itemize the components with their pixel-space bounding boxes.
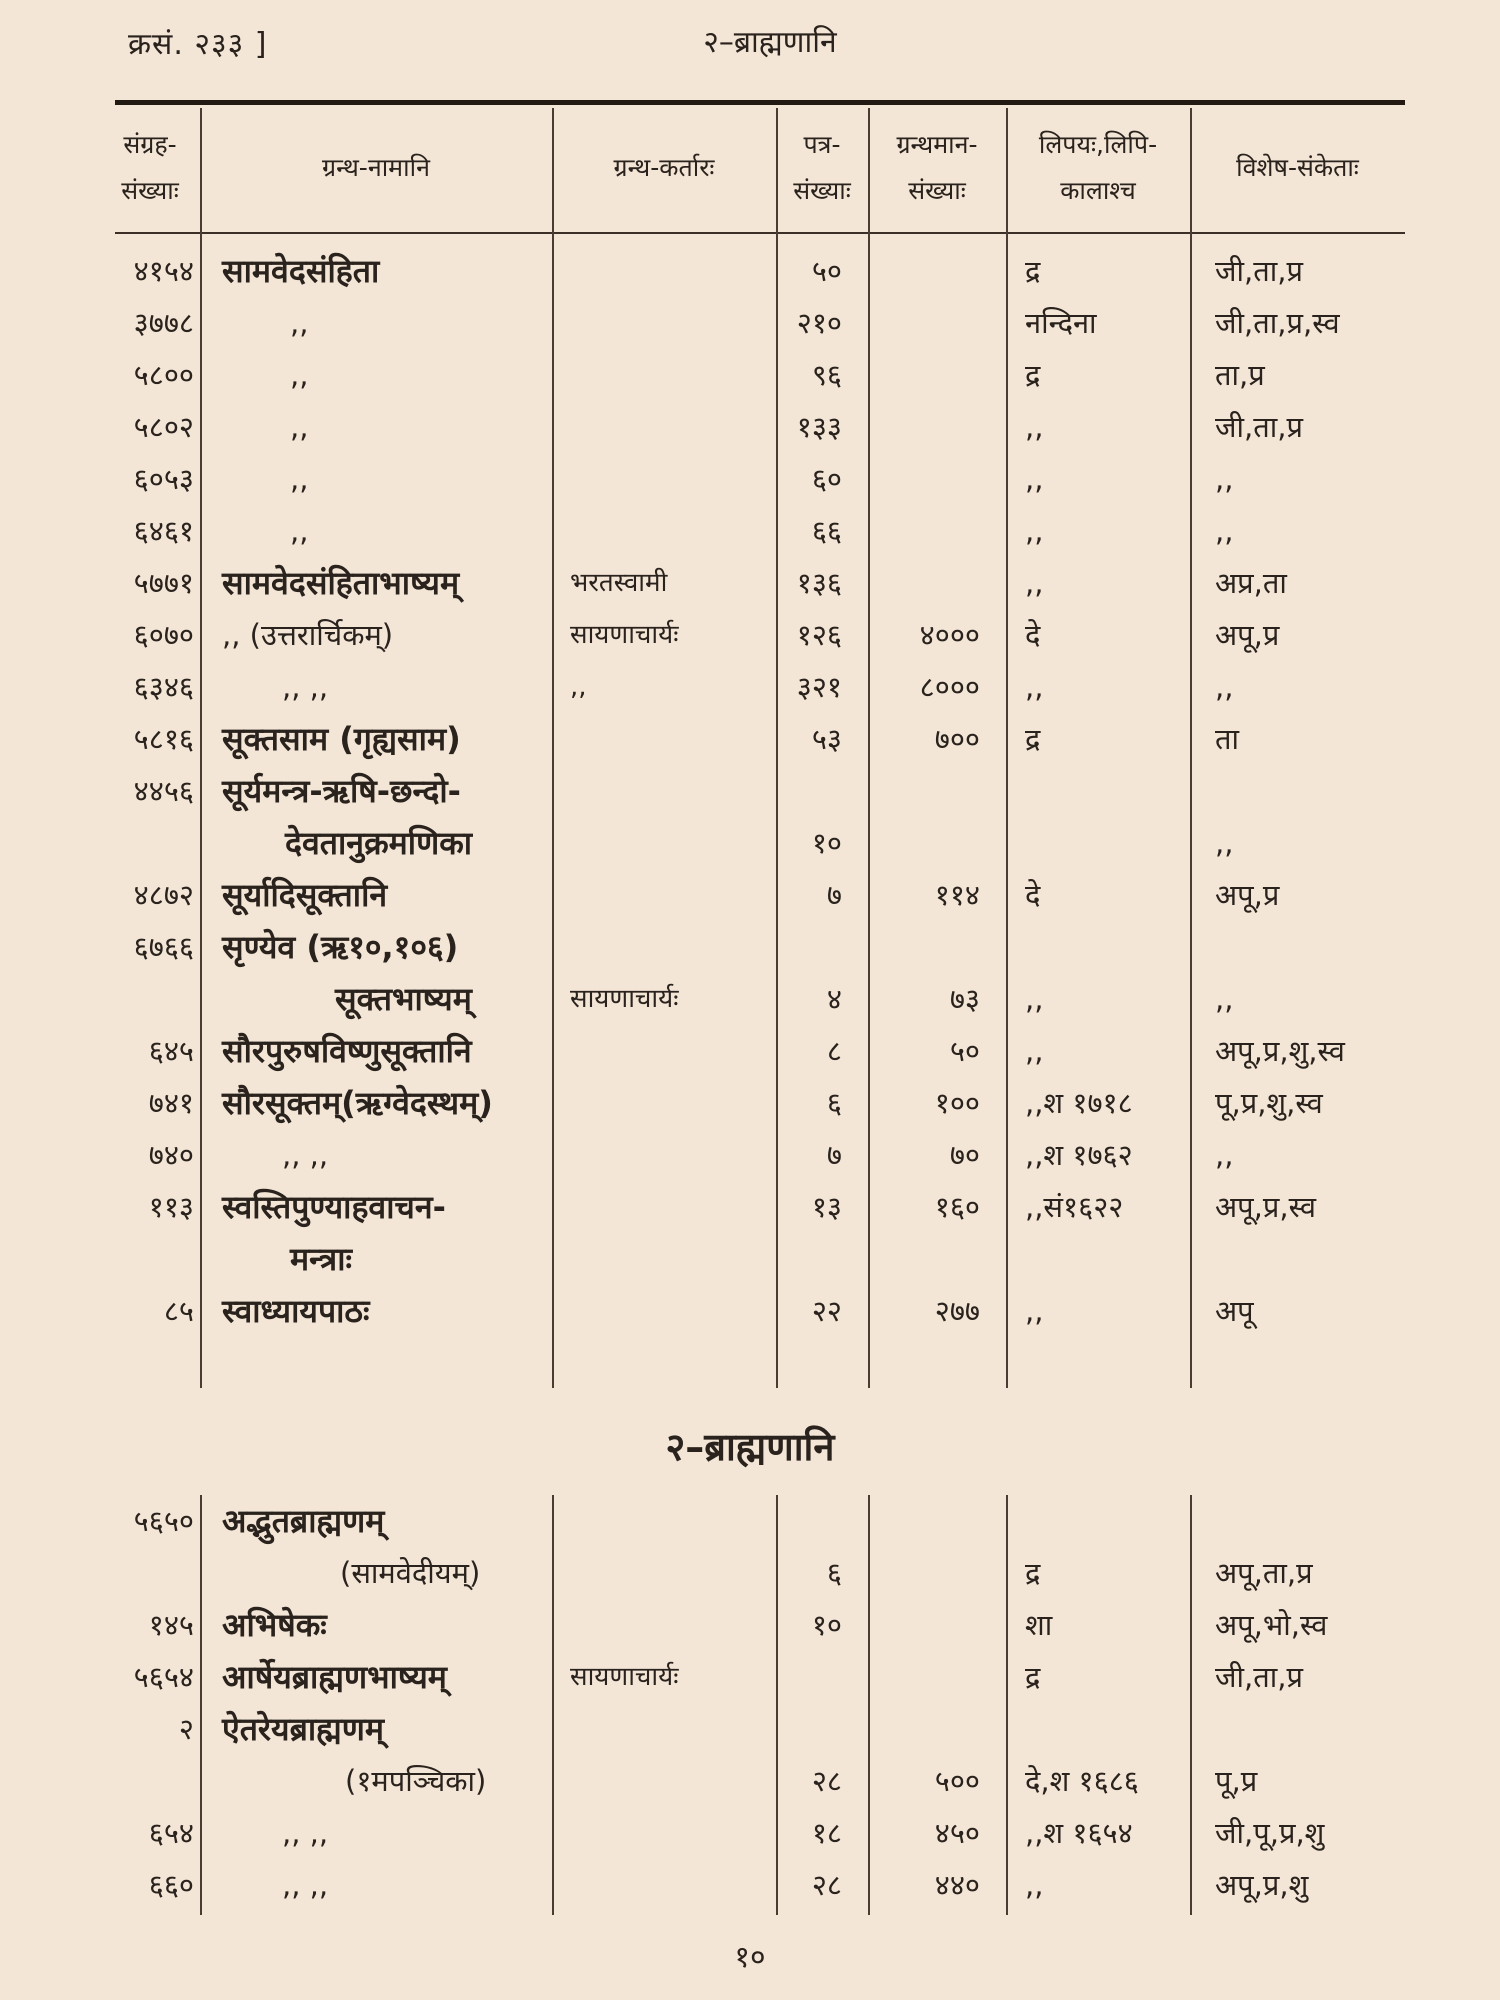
row-patra: २१० <box>796 306 842 340</box>
row-vishesha: ,, <box>1215 462 1234 496</box>
col-head-name-line1: ग्रन्थ-नामानि <box>322 153 430 182</box>
row-vishesha: ता,प्र <box>1215 358 1265 392</box>
row-patra: ४ <box>826 982 842 1016</box>
section-title: २–ब्राह्मणानि <box>665 1425 835 1469</box>
row-lipi: दे <box>1025 618 1041 652</box>
col-head-lipi <box>1006 122 1190 214</box>
table-row <box>0 869 1500 921</box>
row-title: ,, <box>290 358 309 392</box>
row-lipi: ,, <box>1025 1034 1044 1068</box>
row-lipi: ,, <box>1025 566 1044 600</box>
row-patra: ३२१ <box>796 670 842 704</box>
row-title: अभिषेकः <box>222 1606 327 1644</box>
row-title: सामवेदसंहिताभाष्यम् <box>222 564 460 602</box>
row-granthamana: ५०० <box>934 1764 980 1798</box>
row-title: ,, ,, <box>282 1868 329 1902</box>
row-lipi: ,,श १६५४ <box>1025 1816 1133 1850</box>
row-lipi: द्र <box>1025 254 1041 288</box>
row-vishesha: अपू,प्र,स्व <box>1215 1190 1316 1224</box>
table-row <box>0 921 1500 973</box>
row-vishesha: ता <box>1215 722 1240 756</box>
row-title: ,, <box>290 462 309 496</box>
col-head-vishesha <box>1190 145 1405 191</box>
table-row <box>0 973 1500 1025</box>
row-patra: १० <box>811 826 842 860</box>
row-title: सामवेदसंहिता <box>222 252 380 290</box>
row-title: सृण्येव (ऋ१०,१०६) <box>222 928 459 966</box>
row-lipi: ,, <box>1025 1294 1044 1328</box>
row-title: आर्षेयब्राह्मणभाष्यम् <box>222 1658 447 1696</box>
row-title: ,, ,, <box>282 1816 329 1850</box>
col-head-lipi-line1: लिपयः,लिपि- <box>1038 130 1158 159</box>
row-vishesha: जी,ता,प्र,स्व <box>1215 306 1340 340</box>
row-title: ,, <box>290 410 309 444</box>
table-row <box>0 1807 1500 1859</box>
col-head-gm-line2: संख्याः <box>908 176 966 205</box>
row-id: ८५ <box>163 1294 194 1328</box>
row-vishesha: ,, <box>1215 1138 1234 1172</box>
col-head-author-line1: ग्रन्थ-कर्तारः <box>613 153 715 182</box>
row-lipi: ,, <box>1025 670 1044 704</box>
col-head-patra <box>776 122 868 214</box>
row-author: सायणाचार्यः <box>570 984 679 1014</box>
row-id: ६७६६ <box>133 930 194 964</box>
table-row <box>0 349 1500 401</box>
row-patra: २८ <box>811 1764 842 1798</box>
row-granthamana: ७०० <box>934 722 980 756</box>
row-vishesha: अपू,ता,प्र <box>1215 1556 1313 1590</box>
row-id: ३७७८ <box>133 306 194 340</box>
row-author: सायणाचार्यः <box>570 620 679 650</box>
row-patra: ६६ <box>811 514 842 548</box>
table-row <box>0 1233 1500 1285</box>
row-author: ,, <box>570 672 587 702</box>
row-granthamana: ४४० <box>934 1868 980 1902</box>
row-id: ४४५६ <box>133 774 194 808</box>
table-row <box>0 1025 1500 1077</box>
table-row <box>0 297 1500 349</box>
row-vishesha: अपू,प्र,शु <box>1215 1868 1309 1902</box>
row-id: ७४१ <box>148 1086 194 1120</box>
table-row <box>0 245 1500 297</box>
top-rule <box>115 100 1405 105</box>
row-lipi: ,,सं१६२२ <box>1025 1190 1124 1224</box>
row-id: ५८०२ <box>133 410 194 444</box>
row-patra: ६ <box>826 1086 842 1120</box>
row-granthamana: ८००० <box>919 670 980 704</box>
row-title: सूर्यादिसूक्तानि <box>222 876 388 914</box>
running-title: २–ब्राह्मणानि <box>703 25 837 60</box>
row-patra: २८ <box>811 1868 842 1902</box>
row-granthamana: ११४ <box>934 878 980 912</box>
table-row <box>0 1181 1500 1233</box>
row-author: सायणाचार्यः <box>570 1662 679 1692</box>
row-vishesha: अपू,प्र <box>1215 878 1280 912</box>
row-patra: १२६ <box>796 618 842 652</box>
row-title: सूर्यमन्त्र-ऋषि-छन्दो- <box>222 772 461 810</box>
row-patra: १० <box>811 1608 842 1642</box>
table-row <box>0 505 1500 557</box>
row-id: ६४५ <box>148 1034 194 1068</box>
col-head-vs-line1: विशेष-संकेताः <box>1236 153 1359 182</box>
row-title: (सामवेदीयम्) <box>340 1556 481 1590</box>
row-patra: ५३ <box>811 722 842 756</box>
row-title: ,, <box>290 306 309 340</box>
table-row <box>0 713 1500 765</box>
col-head-patra-line1: पत्र- <box>803 130 841 159</box>
row-vishesha: जी,ता,प्र <box>1215 254 1304 288</box>
row-vishesha: ,, <box>1215 982 1234 1016</box>
row-title: मन्त्राः <box>290 1240 352 1278</box>
row-patra: १३६ <box>796 566 842 600</box>
col-head-author <box>552 145 776 191</box>
col-head-granthamana <box>868 122 1006 214</box>
row-lipi: द्र <box>1025 1660 1041 1694</box>
page-number: १० <box>734 1940 766 1975</box>
row-lipi: ,, <box>1025 514 1044 548</box>
row-id: ७४० <box>148 1138 194 1172</box>
row-id: १४५ <box>148 1608 194 1642</box>
row-vishesha: ,, <box>1215 826 1234 860</box>
row-patra: २२ <box>811 1294 842 1328</box>
row-id: ५८१६ <box>133 722 194 756</box>
table-row <box>0 1285 1500 1337</box>
row-id: ६५४ <box>148 1816 194 1850</box>
row-lipi: शा <box>1025 1608 1053 1642</box>
row-lipi: ,, <box>1025 1868 1044 1902</box>
row-lipi: द्र <box>1025 358 1041 392</box>
row-patra: ८ <box>826 1034 842 1068</box>
row-vishesha: ,, <box>1215 670 1234 704</box>
col-head-id-line2: संख्याः <box>121 176 179 205</box>
row-lipi: ,, <box>1025 410 1044 444</box>
header-ref: क्रसं. २३३ ] <box>128 27 268 62</box>
col-head-id-line1: संग्रह- <box>123 130 177 159</box>
row-lipi: ,, <box>1025 982 1044 1016</box>
row-granthamana: ७३ <box>949 982 980 1016</box>
row-patra: ६ <box>826 1556 842 1590</box>
table-row <box>0 1755 1500 1807</box>
row-title: सूक्तभाष्यम् <box>335 980 472 1018</box>
row-lipi: दे,श १६८६ <box>1025 1764 1139 1798</box>
row-title: सूक्तसाम (गृह्यसाम) <box>222 720 461 758</box>
table-row <box>0 1547 1500 1599</box>
row-id: ५६५४ <box>133 1660 194 1694</box>
row-id: ४८७२ <box>133 878 194 912</box>
row-id: ६०५३ <box>133 462 194 496</box>
row-vishesha: अपू,भो,स्व <box>1215 1608 1328 1642</box>
table-row <box>0 453 1500 505</box>
row-vishesha: जी,पू,प्र,शु <box>1215 1816 1325 1850</box>
row-granthamana: ७० <box>949 1138 980 1172</box>
row-lipi: द्र <box>1025 722 1041 756</box>
row-id: ६३४६ <box>133 670 194 704</box>
row-lipi: ,, <box>1025 462 1044 496</box>
row-lipi: द्र <box>1025 1556 1041 1590</box>
table-row <box>0 1077 1500 1129</box>
row-title: (१मपञ्चिका) <box>345 1764 487 1798</box>
row-title: स्वस्तिपुण्याहवाचन- <box>222 1188 446 1226</box>
row-lipi: दे <box>1025 878 1041 912</box>
row-id: ११३ <box>148 1190 194 1224</box>
row-patra: १३३ <box>796 410 842 444</box>
row-vishesha: अप्र,ता <box>1215 566 1287 600</box>
row-vishesha: जी,ता,प्र <box>1215 1660 1304 1694</box>
row-patra: १८ <box>811 1816 842 1850</box>
table-row <box>0 1651 1500 1703</box>
row-title: स्वाध्यायपाठः <box>222 1292 370 1330</box>
row-id: ५७७१ <box>133 566 194 600</box>
table-row <box>0 765 1500 817</box>
row-title: सौरपुरुषविष्णुसूक्तानि <box>222 1032 472 1070</box>
col-head-name <box>200 145 552 191</box>
row-title: ,, <box>290 514 309 548</box>
table-row <box>0 1859 1500 1911</box>
row-granthamana: ४५० <box>934 1816 980 1850</box>
row-title: ,, (उत्तरार्चिकम्) <box>222 618 394 652</box>
row-patra: ७ <box>826 1138 842 1172</box>
row-patra: ६० <box>811 462 842 496</box>
row-id: ६४६१ <box>133 514 194 548</box>
col-head-gm-line1: ग्रन्थमान- <box>896 130 978 159</box>
col-head-id <box>100 122 200 214</box>
row-patra: ९६ <box>811 358 842 392</box>
row-id: ४१५४ <box>133 254 194 288</box>
row-vishesha: अपू,प्र <box>1215 618 1280 652</box>
row-id: ६०७० <box>133 618 194 652</box>
col-head-patra-line2: संख्याः <box>793 176 851 205</box>
row-granthamana: २७७ <box>934 1294 980 1328</box>
row-vishesha: अपू <box>1215 1294 1254 1328</box>
row-author: भरतस्वामी <box>570 568 668 598</box>
row-title: ,, ,, <box>282 1138 329 1172</box>
row-title: सौरसूक्तम्(ऋग्वेदस्थम्) <box>222 1084 493 1122</box>
row-id: २ <box>178 1712 194 1746</box>
row-id: ५६५० <box>133 1504 194 1538</box>
row-granthamana: १६० <box>934 1190 980 1224</box>
row-patra: ७ <box>826 878 842 912</box>
col-head-lipi-line2: कालाश्च <box>1060 176 1136 205</box>
table-row <box>0 401 1500 453</box>
table-row <box>0 557 1500 609</box>
table-row <box>0 817 1500 869</box>
row-vishesha: अपू,प्र,शु,स्व <box>1215 1034 1345 1068</box>
row-vishesha: पू,प्र,शु,स्व <box>1215 1086 1323 1120</box>
row-id: ५८०० <box>133 358 194 392</box>
row-title: अद्भुतब्राह्मणम् <box>222 1502 385 1540</box>
row-granthamana: १०० <box>934 1086 980 1120</box>
row-vishesha: पू,प्र <box>1215 1764 1258 1798</box>
table-row <box>0 1129 1500 1181</box>
row-vishesha: ,, <box>1215 514 1234 548</box>
table-row <box>0 661 1500 713</box>
table-row <box>0 1703 1500 1755</box>
header-rule <box>115 232 1405 234</box>
table-row <box>0 1495 1500 1547</box>
row-vishesha: जी,ता,प्र <box>1215 410 1304 444</box>
row-lipi: ,,श १७६२ <box>1025 1138 1133 1172</box>
row-patra: ५० <box>811 254 842 288</box>
row-title: ऐतरेयब्राह्मणम् <box>222 1710 385 1748</box>
row-title: ,, ,, <box>282 670 329 704</box>
row-patra: १३ <box>811 1190 842 1224</box>
table-row <box>0 1599 1500 1651</box>
row-lipi: नन्दिना <box>1025 306 1097 340</box>
row-granthamana: ५० <box>949 1034 980 1068</box>
row-id: ६६० <box>148 1868 194 1902</box>
row-lipi: ,,श १७१८ <box>1025 1086 1133 1120</box>
table-row <box>0 609 1500 661</box>
row-title: देवतानुक्रमणिका <box>285 824 473 862</box>
row-granthamana: ४००० <box>919 618 980 652</box>
